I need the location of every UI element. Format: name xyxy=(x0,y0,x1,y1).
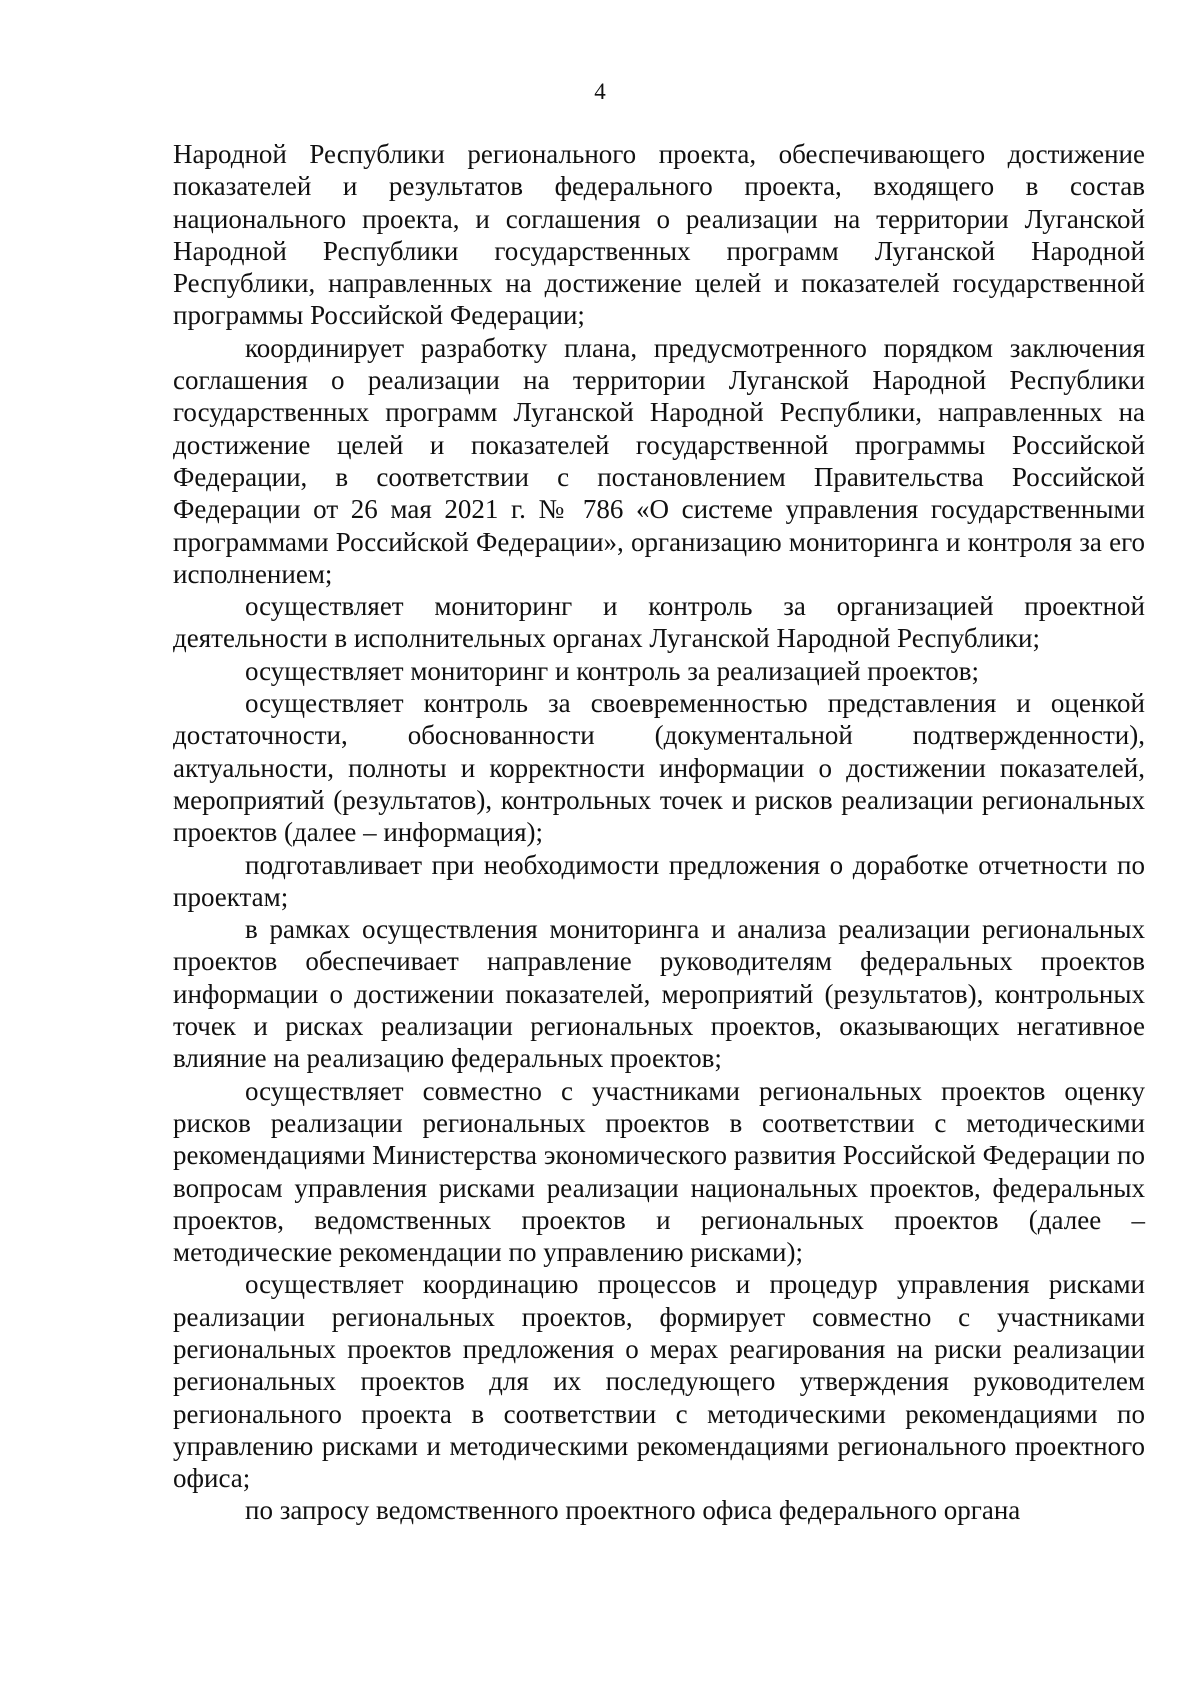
paragraph-9: осуществляет координацию процессов и процедур управления рисками реализации региональных проектов, формирует совместно с участниками региональных проектов предложения о мерах реагирования на риски реализации региональных проектов для их последующего утверждения руководителем регионального проекта в соответствии с методическими рекомендациями по управлению рисками и методическими рекомендациями регионального проектного офиса; xyxy=(173,1269,1145,1494)
paragraph-6: подготавливает при необходимости предложения о доработке отчетности по проектам; xyxy=(173,849,1145,912)
page-number: 4 xyxy=(594,79,606,104)
paragraph-7: в рамках осуществления мониторинга и анализа реализации региональных проектов обеспечивает направление руководителям федеральных проектов информации о достижении показателей, мероприятий (результатов), контрольных точек и рисках реализации региональных проектов, оказывающих негативное влияние на реализацию федеральных проектов; xyxy=(173,914,1145,1074)
document-body xyxy=(173,138,1145,1527)
paragraph-8: осуществляет совместно с участниками региональных проектов оценку рисков реализации региональных проектов в соответствии с методическими рекомендациями Министерства экономического развития Российской Федерации по вопросам управления рисками реализации национальных проектов, федеральных проектов, ведомственных проектов и региональных проектов (далее – методические рекомендации по управлению рисками); xyxy=(173,1075,1145,1268)
paragraph-5: осуществляет контроль за своевременностью представления и оценкой достаточности, обоснованности (документальной подтвержденности), актуальности, полноты и корректности информации о достижении показателей, мероприятий (результатов), контрольных точек и рисков реализации региональных проектов (далее – информация); xyxy=(173,688,1145,848)
paragraph-2: координирует разработку плана, предусмотренного порядком заключения соглашения о реализации на территории Луганской Народной Республики государственных программ Луганской Народной Республики, направленных на достижение целей и показателей государственной программы Российской Федерации, в соответствии с постановлением Правительства Российской Федерации от 26 мая 2021 г. № 786 «О системе управления государственными программами Российской Федерации», организацию мониторинга и контроля за его исполнением; xyxy=(173,332,1145,589)
paragraph-3: осуществляет мониторинг и контроль за организацией проектной деятельности в исполнительных органах Луганской Народной Республики; xyxy=(173,591,1145,654)
paragraph-10: по запросу ведомственного проектного офиса федерального органа xyxy=(245,1495,1021,1526)
paragraph-1: Народной Республики регионального проекта, обеспечивающего достижение показателей и результатов федерального проекта, входящего в состав национального проекта, и соглашения о реализации на территории Луганской Народной Республики государственных программ Луганской Народной Республики, направленных на достижение целей и показателей государственной программы Российской Федерации; xyxy=(173,139,1145,331)
paragraph-4: осуществляет мониторинг и контроль за реализацией проектов; xyxy=(245,655,980,686)
